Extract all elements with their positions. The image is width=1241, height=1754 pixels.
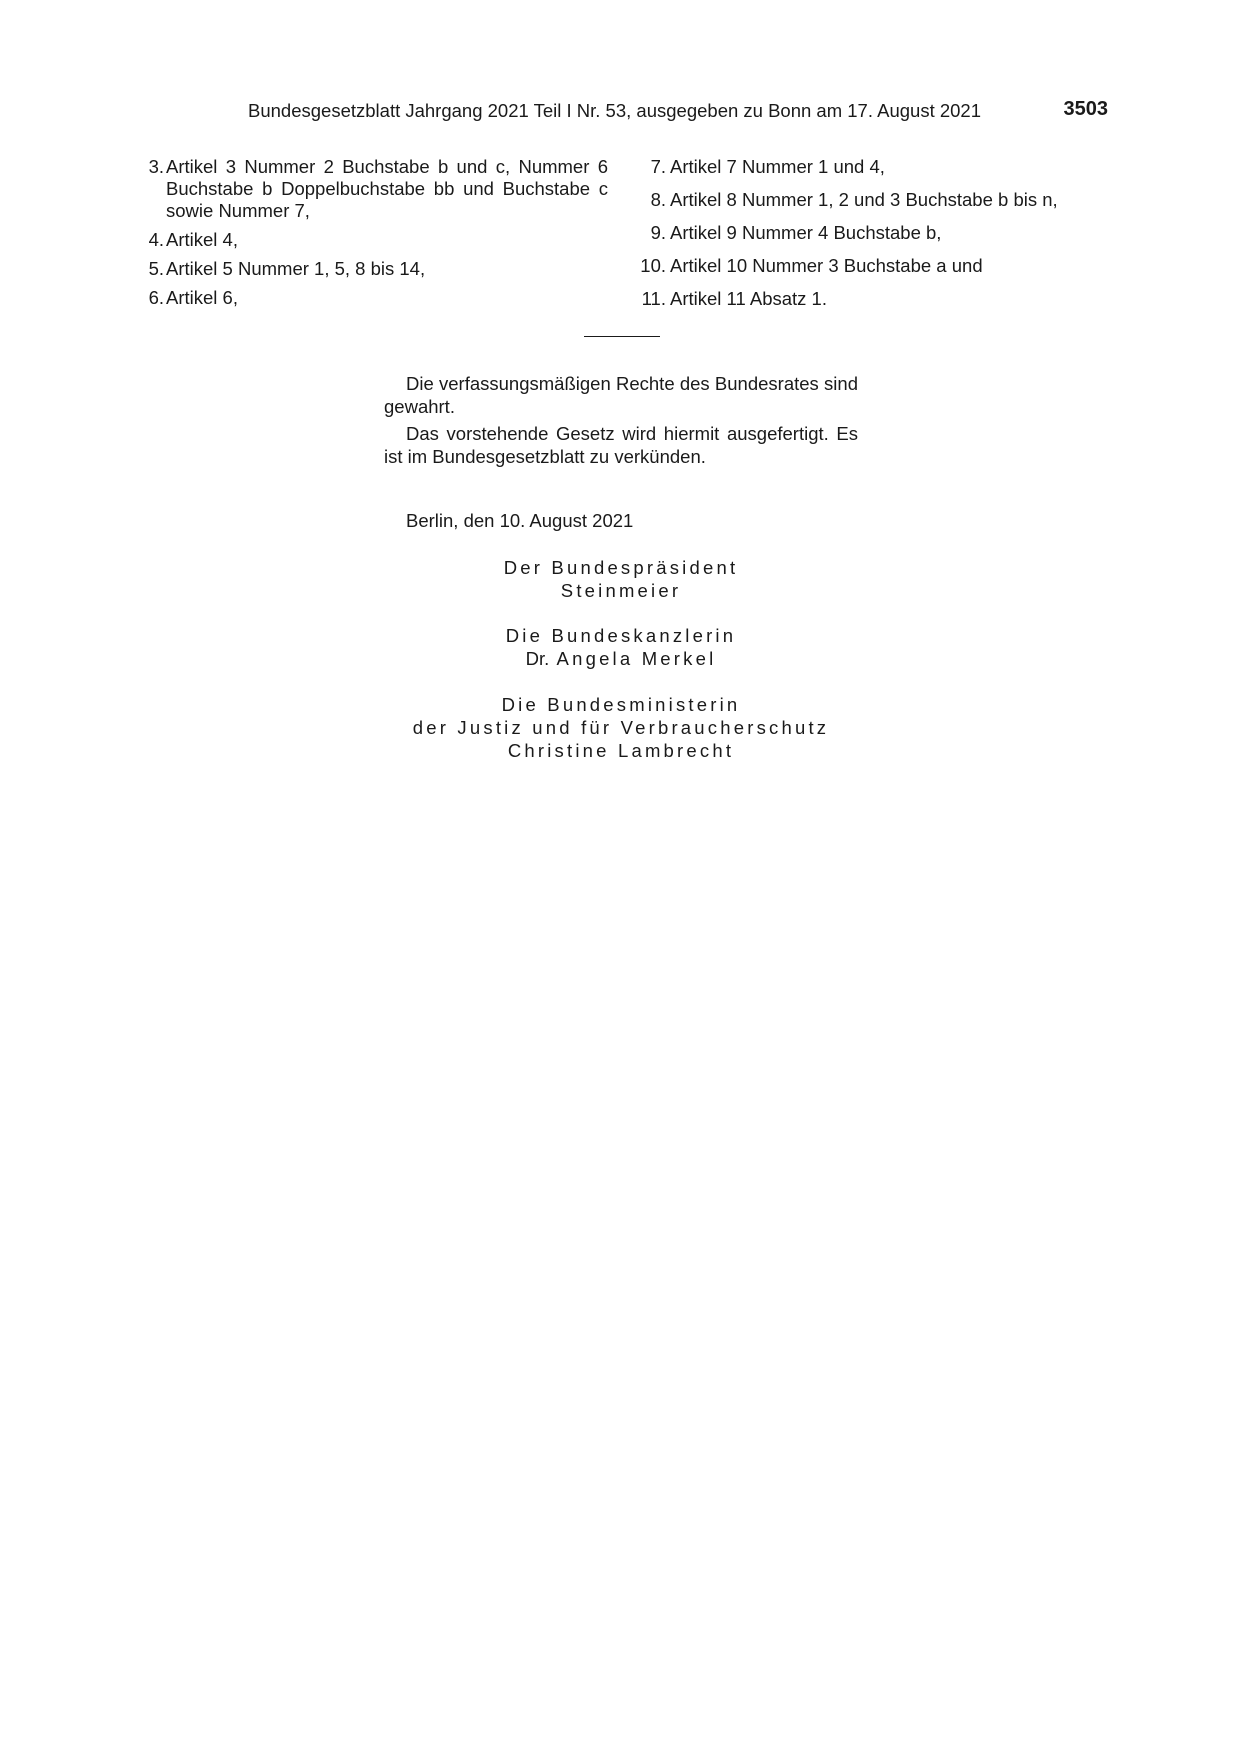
place-date: Berlin, den 10. August 2021	[406, 510, 634, 531]
signatory-name: Steinmeier	[560, 580, 682, 601]
page-number: 3503	[1063, 98, 1108, 120]
signature-minister	[384, 693, 858, 762]
list-item-number: 6.	[148, 287, 164, 308]
list-column-left	[138, 156, 608, 316]
enactment-text	[384, 372, 858, 468]
list-item-text: Artikel 7 Nummer 1 und 4,	[670, 156, 885, 177]
signatory-title: Die Bundesministerin	[501, 694, 741, 715]
list-item-text: Artikel 5 Nummer 1, 5, 8 bis 14,	[166, 258, 426, 279]
list-item-text: Artikel 9 Nummer 4 Buchstabe b,	[670, 222, 942, 243]
signatory-title: Die Bundeskanzlerin	[505, 625, 737, 646]
list-item-text: Artikel 8 Nummer 1, 2 und 3 Buchstabe b bis n,	[670, 189, 1058, 210]
list-item	[630, 288, 1110, 310]
signatory-name: Christine Lambrecht	[507, 740, 735, 761]
signatory-title: Der Bundespräsident	[503, 557, 739, 578]
list-item	[630, 156, 1110, 178]
signature-president	[384, 556, 858, 602]
list-item-number: 8.	[650, 189, 666, 210]
signatory-name: Angela Merkel	[556, 648, 717, 669]
list-item-number: 7.	[650, 156, 666, 177]
list-item-text: Artikel 10 Nummer 3 Buchstabe a und	[670, 255, 983, 276]
list-item	[630, 222, 1110, 244]
list-item-number: 5.	[148, 258, 164, 279]
list-item-text: Artikel 3 Nummer 2 Buchstabe b und c, Nummer 6 Buchstabe b Doppelbuchstabe bb und Buchstabe c sowie Nummer 7,	[166, 156, 608, 221]
section-divider	[584, 336, 660, 337]
signature-chancellor	[384, 624, 858, 670]
list-item-number: 4.	[148, 229, 164, 250]
list-item-number: 3.	[148, 156, 164, 177]
paragraph-bundesrat: Die verfassungsmäßigen Rechte des Bundesrates sind gewahrt.	[384, 373, 858, 417]
list-item-text: Artikel 4,	[166, 229, 238, 250]
paragraph-promulgation: Das vorstehende Gesetz wird hiermit ausgefertigt. Es ist im Bundesgesetzblatt zu verkünden.	[384, 423, 858, 467]
list-item-number: 10.	[640, 255, 666, 276]
list-column-right	[630, 156, 1110, 321]
list-item-number: 9.	[650, 222, 666, 243]
list-item	[138, 156, 608, 222]
list-item	[630, 255, 1110, 277]
list-item	[138, 258, 608, 280]
signatory-department: der Justiz und für Verbraucherschutz	[412, 717, 830, 738]
list-item	[138, 229, 608, 251]
list-item-text: Artikel 11 Absatz 1.	[670, 288, 827, 309]
page-header	[248, 100, 1108, 128]
signatory-name-line	[384, 647, 858, 670]
list-item	[138, 287, 608, 309]
signatory-prefix: Dr.	[525, 648, 550, 669]
list-item	[630, 189, 1110, 211]
list-item-text: Artikel 6,	[166, 287, 238, 308]
gazette-title: Bundesgesetzblatt Jahrgang 2021 Teil I Nr. 53, ausgegeben zu Bonn am 17. August 2021	[248, 100, 981, 121]
list-item-number: 11.	[641, 288, 666, 309]
